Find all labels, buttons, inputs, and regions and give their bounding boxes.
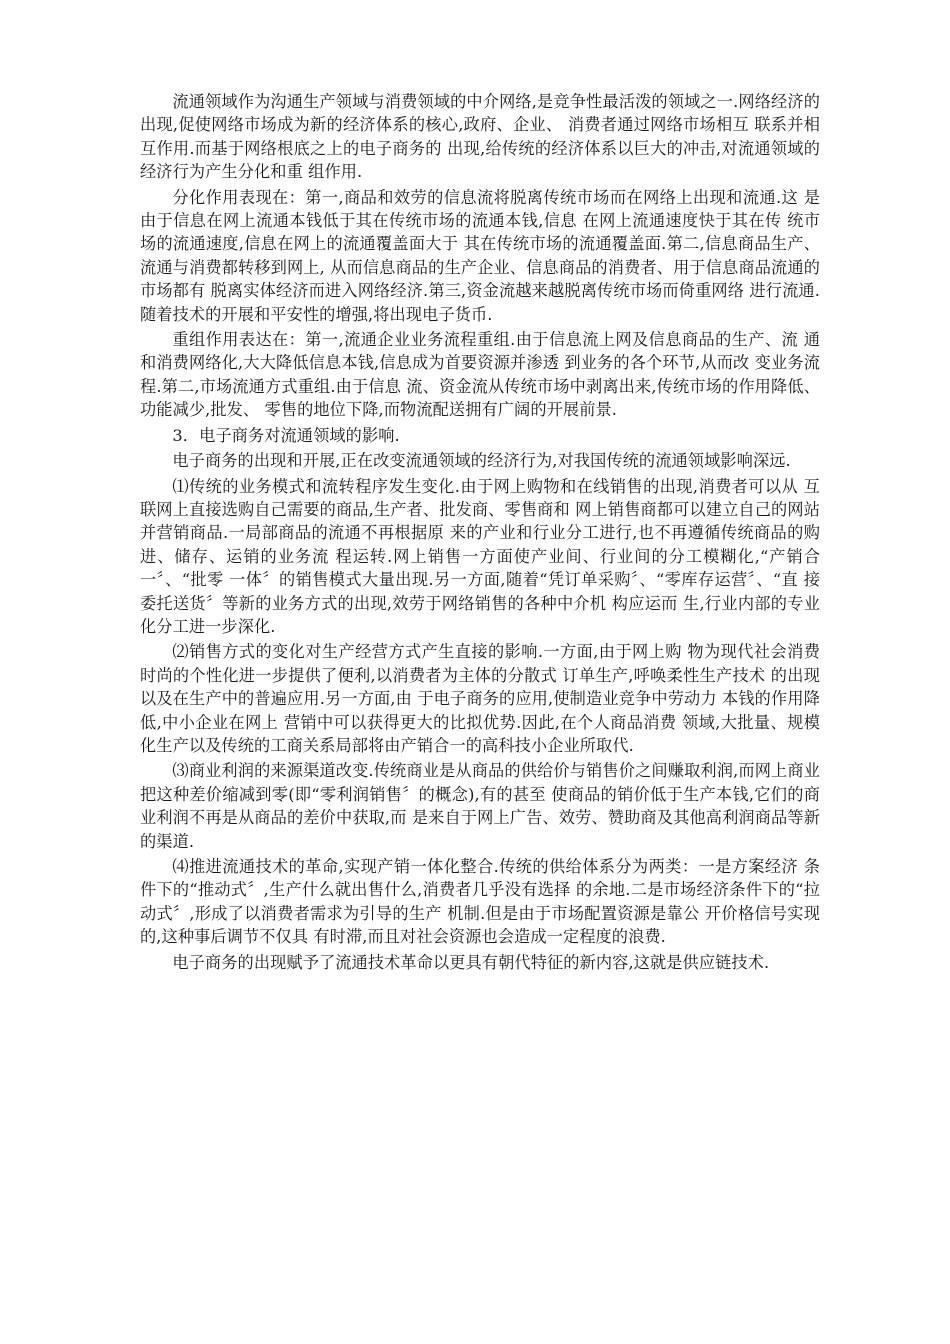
- paragraph-section-3-intro: 电子商务的出现和开展,正在改变流通领域的经济行为,对我国传统的流通领域影响深远.: [172, 451, 791, 471]
- paragraph-differentiation: 分化作用表现在：第一,商品和效劳的信息流将脱离传统市场而在网络上出现和流通.这 是由于信息在网上流通本钱低于其在传统市场的流通本钱,信息 在网上流通速度快于其在传 统市场的流通速度,信息在网上的流通覆盖面大于 其在传统市场的流通覆盖面.第二,信息商品生产、流通与消费都转移到网上, 从而信息商品的生产企业、信息商品的消费者、用于信息商品流通的市场都有 脱离实体经济而进入网络经济.第三,资金流越来越脱离传统市场而倚重网络 进行流通.随着技术的开展和平安性的增强,将出现电子货币.: [140, 187, 820, 324]
- document-body: [140, 90, 820, 976]
- paragraph-point-2: ⑵销售方式的变化对生产经营方式产生直接的影响.一方面,由于网上购 物为现代社会消费时尚的个性化进一步提供了便利,以消费者为主体的分散式 订单生产,呼唤柔性生产技术 的出现以及在生产中的普遍应用.另一方面,由 于电子商务的应用,使制造业竞争中劳动力 本钱的作用降低,中小企业在网上 营销中可以获得更大的比拟优势.因此,在个人商品消费 领域,大批量、规模 化生产以及传统的工商关系局部将由产销合一的高科技小企业所取代.: [140, 642, 820, 755]
- paragraph-point-1: ⑴传统的业务模式和流转程序发生变化.由于网上购物和在线销售的出现,消费者可以从 互联网上直接选购自己需要的商品,生产者、批发商、零售商和 网上销售商都可以建立自己的网站并营销商品.一局部商品的流通不再根据原 来的产业和行业分工进行,也不再遵循传统商品的购进、储存、运销的业务流 程运转.网上销售一方面使产业间、行业间的分工模糊化,“产销合一〞、“批零 一体〞的销售模式大量出现.另一方面,随着“凭订单采购〞、“零库存运营〞、“直 接委托送货〞等新的业务方式的出现,效劳于网络销售的各种中介机 构应运而 生,行业内部的专业化分工进一步深化.: [140, 476, 820, 636]
- paragraph-intro: 流通领域作为沟通生产领域与消费领域的中介网络,是竞争性最活泼的领域之一.网络经济的出现,促使网络市场成为新的经济体系的核心,政府、企业、 消费者通过网络市场相互 联系并相互作用.而基于网络根底之上的电子商务的 出现,给传统的经济体系以巨大的冲击,对流通领域的经济行为产生分化和重 组作用.: [140, 92, 820, 182]
- paragraph-restructuring: 重组作用表达在：第一,流通企业业务流程重组.由于信息流上网及信息商品的生产、流 通和消费网络化,大大降低信息本钱,信息成为首要资源并渗透 到业务的各个环节,从而改 变业务流程.第二,市场流通方式重组.由于信息 流、资金流从传统市场中剥离出来,传统市场的作用降低、功能减少,批发、 零售的地位下降,而物流配送拥有广阔的开展前景.: [140, 330, 820, 420]
- paragraph-point-4: ⑷推进流通技术的革命,实现产销一体化整合.传统的供给体系分为两类：一是方案经济 条件下的“推动式〞,生产什么就出售什么,消费者几乎没有选择 的余地.二是市场经济条件下的“拉动式〞,形成了以消费者需求为引导的生产 机制.但是由于市场配置资源是靠公 开价格信号实现的,这种事后调节不仅具 有时滞,而且对社会资源也会造成一定程度的浪费.: [140, 857, 820, 947]
- section-heading-3: 3．电子商务对流通领域的影响.: [172, 425, 400, 445]
- paragraph-conclusion: 电子商务的出现赋予了流通技术革命以更具有朝代特征的新内容,这就是供应链技术.: [172, 952, 770, 972]
- paragraph-point-3: ⑶商业利润的来源渠道改变.传统商业是从商品的供给价与销售价之间赚取利润,而网上商业把这种差价缩减到零(即“零利润销售〞的概念),有的甚至 使商品的销价低于生产本钱,它们的商业利润不再是从商品的差价中获取,而 是来自于网上广告、效劳、赞助商及其他高利润商品等新的渠道.: [140, 761, 820, 851]
